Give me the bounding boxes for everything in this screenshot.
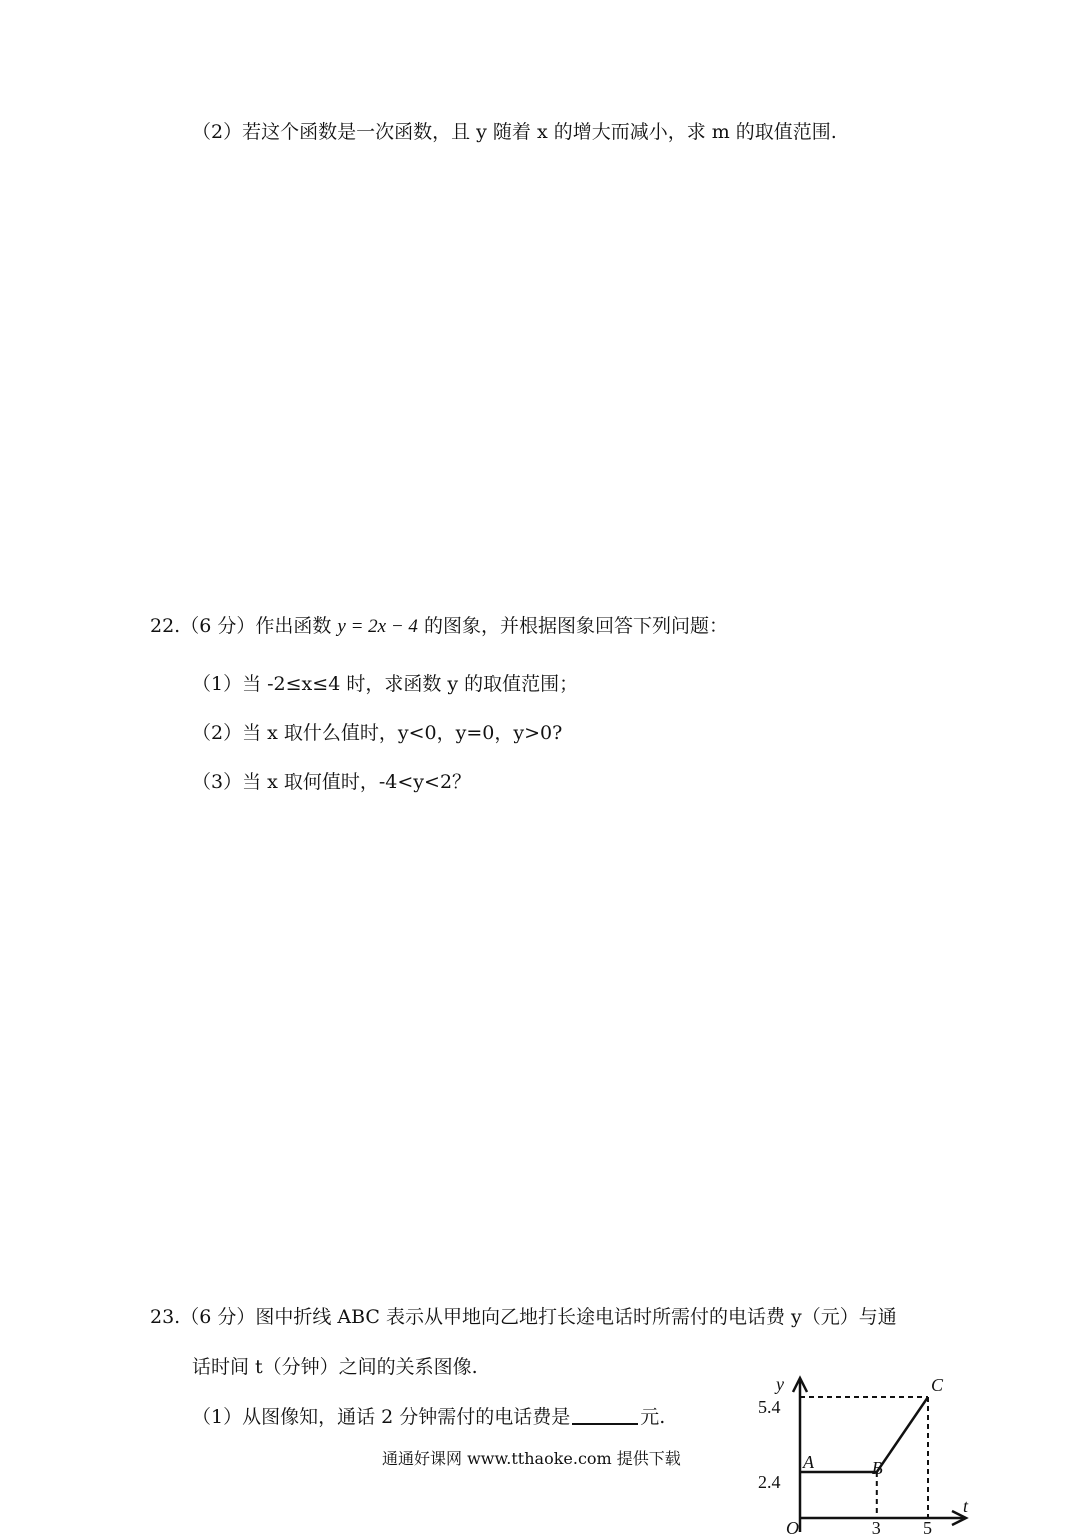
- footer-source: 通通好课网 www.tthaoke.com 提供下载: [382, 1449, 681, 1468]
- telephone-fee-graph: [750, 1372, 975, 1536]
- y-tick-5.4: 5.4: [758, 1397, 781, 1417]
- q23-part1: [192, 1403, 665, 1430]
- origin-label: O: [786, 1518, 799, 1536]
- q23-stem-line2: 话时间 t（分钟）之间的关系图像.: [192, 1356, 478, 1378]
- q22-stem-post: 的图象，并根据图象回答下列问题：: [417, 615, 728, 637]
- q21-part2: （2）若这个函数是一次函数，且 y 随着 x 的增大而减小，求 m 的取值范围.: [192, 121, 837, 143]
- point-label-c: C: [931, 1375, 944, 1395]
- q22-stem: [150, 613, 728, 640]
- answer-blank: [572, 1403, 638, 1425]
- q22-stem-pre: 22.（6 分）作出函数: [150, 615, 338, 637]
- graph-marks: [758, 1374, 969, 1536]
- y-tick-2.4: 2.4: [758, 1472, 781, 1492]
- q22-part3: （3）当 x 取何值时，-4<y<2？: [192, 771, 472, 793]
- x-axis-label: t: [963, 1496, 969, 1516]
- q22-part2: （2）当 x 取什么值时，y<0，y=0，y>0?: [192, 722, 563, 744]
- x-tick-3: 3: [871, 1518, 881, 1536]
- q23-part1-pre: （1）从图像知，通话 2 分钟需付的电话费是: [192, 1406, 571, 1428]
- point-label-b: B: [871, 1458, 883, 1478]
- q23-stem-line1: 23.（6 分）图中折线 ABC 表示从甲地向乙地打长途电话时所需付的电话费 y（元）与通: [150, 1306, 897, 1328]
- polyline-abc: [800, 1397, 928, 1472]
- point-label-a: A: [803, 1452, 814, 1472]
- q22-part1: （1）当 -2≤x≤4 时，求函数 y 的取值范围；: [192, 673, 579, 695]
- x-tick-5: 5: [923, 1518, 932, 1536]
- q22-formula: y = 2x − 4: [337, 616, 418, 637]
- y-axis-label: y: [776, 1374, 784, 1394]
- q23-part1-post: 元.: [640, 1406, 666, 1428]
